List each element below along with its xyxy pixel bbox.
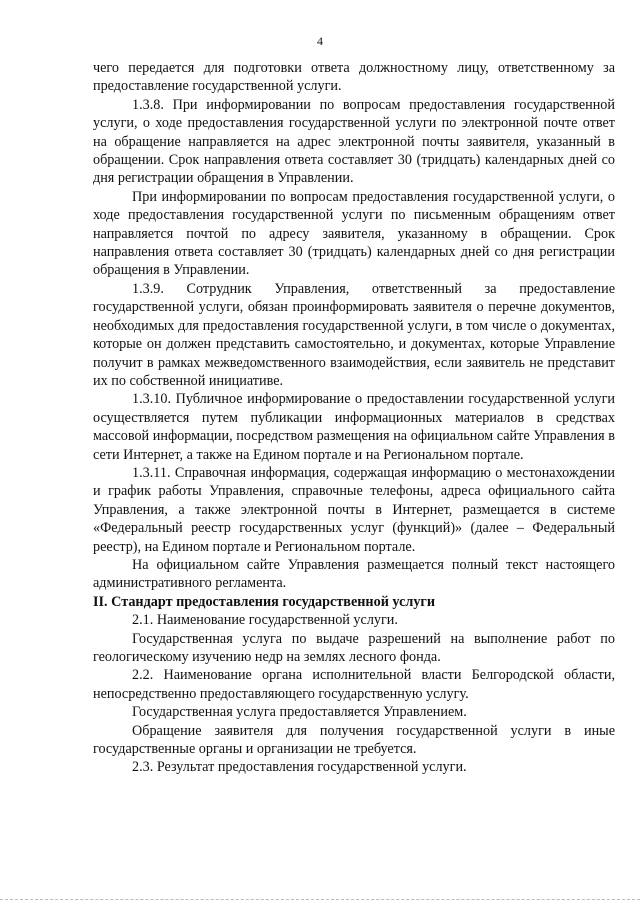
document-body [93,59,615,777]
paragraph-service-name: Государственная услуга по выдаче разрешений на выполнение работ по геологическому изучению недр на землях лесного фонда. [93,630,615,665]
paragraph-2-1: 2.1. Наименование государственной услуги. [132,612,398,629]
paragraph-no-other-bodies: Обращение заявителя для получения государственной услуги в иные государственные органы и организации не требуется. [93,722,615,758]
paragraph-2-3: 2.3. Результат предоставления государственной услуги. [132,759,467,776]
page-number: 4 [317,34,323,48]
paragraph-1-3-10: 1.3.10. Публичное информирование о предоставлении государственной услуги осуществляется путем публикации информационных материалов в средствах массовой информации, посредством размещения на официальном сайте Управления в сети Интернет, а также на Едином портале и на Региональном портале. [93,391,615,463]
paragraph-1-3-11: 1.3.11. Справочная информация, содержащая информацию о местонахождении и график работы Управления, справочные телефоны, адреса официального сайта Управления, а также электронной почты в Интернет, размещается в системе «Федеральный реестр государственных услуг (функций)» (далее – Федеральный реестр), на Едином портале и Региональном портале. [93,464,615,555]
paragraph-1-3-8: 1.3.8. При информировании по вопросам предоставления государственной услуги, о ходе предоставления государственной услуги по электронной почте ответ на обращение направляется на адрес электронной почты заявителя, указанный в обращении. Срок направления ответа составляет 30 (тридцать) календарных дней со дня регистрации обращения в Управлении. [93,96,615,187]
section-title: II. Стандарт предоставления государственной услуги [93,593,436,610]
paragraph-official-site: На официальном сайте Управления размещается полный текст настоящего административного регламента. [93,556,615,592]
paragraph-written-requests: При информировании по вопросам предоставления государственной услуги, о ходе предоставления государственной услуги по письменным обращениям ответ направляется почтой по адресу заявителя, указанному в обращении. Срок направления ответа составляет 30 (тридцать) календарных дней со дня регистрации обращения в Управлении. [93,188,615,279]
scan-edge-line [0,899,640,900]
paragraph-2-2: 2.2. Наименование органа исполнительной власти Белгородской области, непосредственно предоставляющего государственную услугу. [93,667,615,702]
paragraph-1-3-9: 1.3.9. Сотрудник Управления, ответственный за предоставление государственной услуги, обязан проинформировать заявителя о перечне документов, необходимых для предоставления государственной услуги, в том числе о документах, которые он должен представить самостоятельно, и документах, которые Управление получит в рамках межведомственного взаимодействия, если заявитель не представит их по собственной инициативе. [93,280,615,389]
paragraph-provider: Государственная услуга предоставляется Управлением. [132,704,467,721]
paragraph-continuation: чего передается для подготовки ответа должностному лицу, ответственному за предоставление государственной услуги. [93,60,615,95]
